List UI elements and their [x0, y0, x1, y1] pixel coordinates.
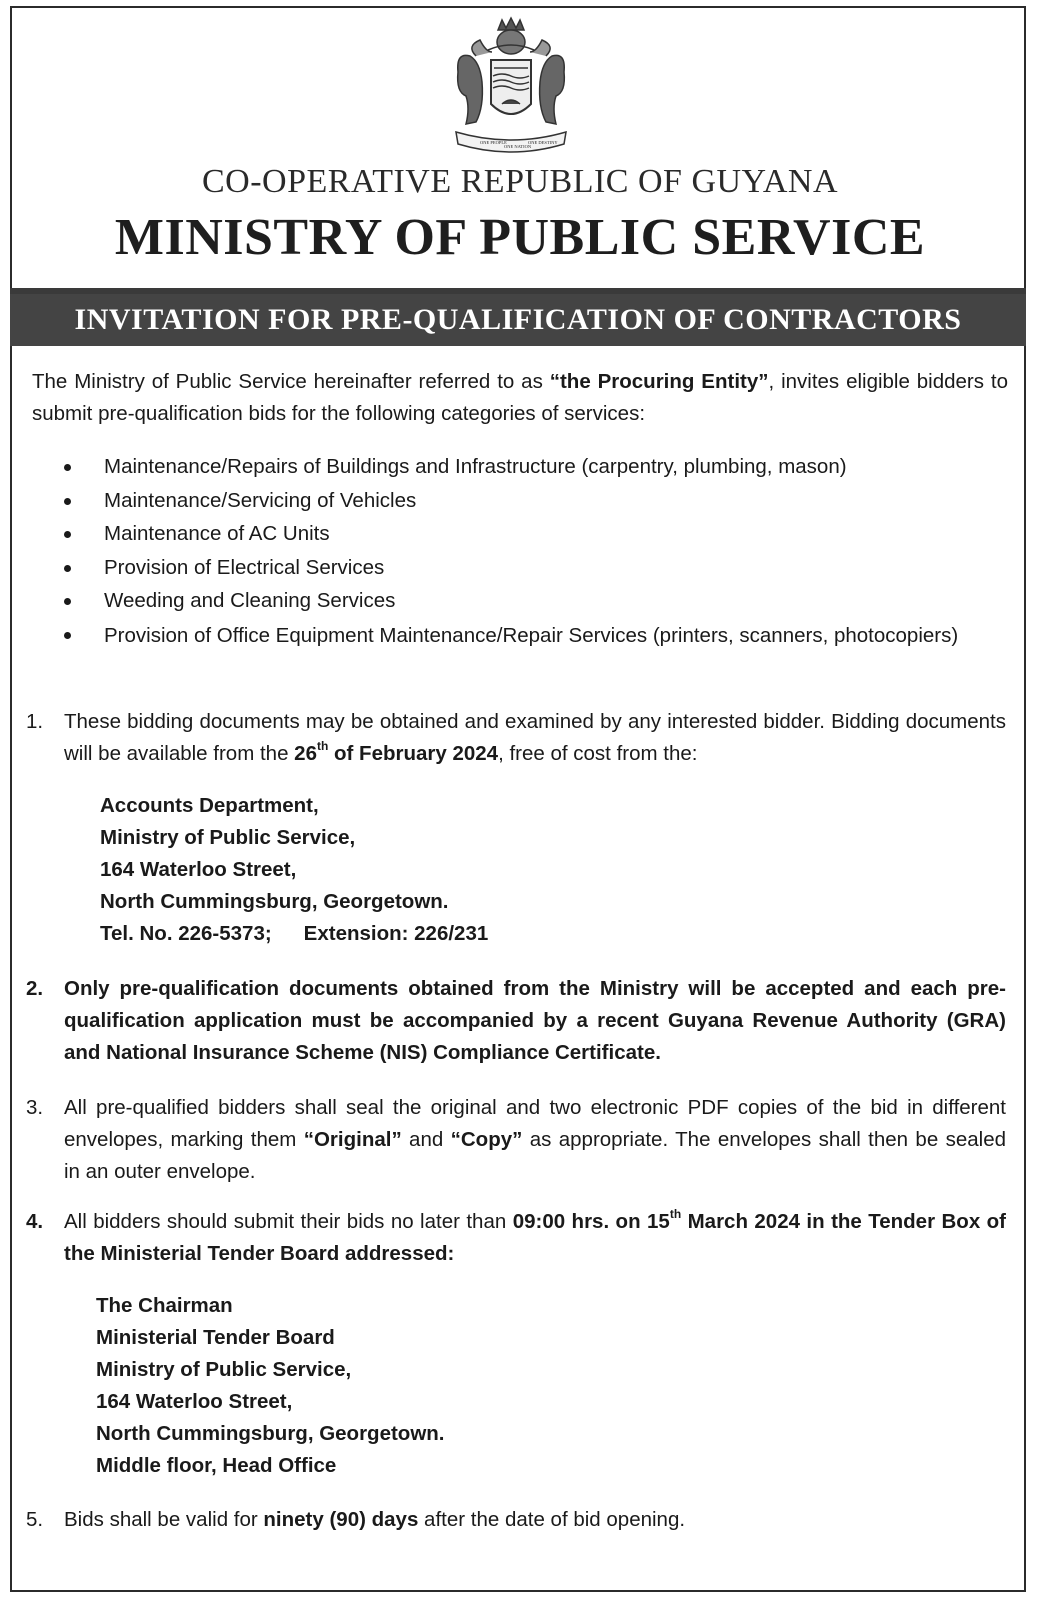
item-1-date-day: 26 [294, 742, 317, 765]
item-3-mid: and [401, 1128, 451, 1151]
item-number: 2. [26, 977, 44, 1000]
address-line: The Chairman [96, 1294, 233, 1317]
item-1-date-sup: th [316, 739, 329, 753]
list-item-text: Weeding and Cleaning Services [104, 589, 396, 612]
item-5-pre: Bids shall be valid for [64, 1508, 264, 1531]
item-2 [26, 973, 1006, 1069]
list-item-text: Maintenance/Servicing of Vehicles [104, 488, 417, 512]
telephone-number: Tel. No. 226-5373; [100, 922, 272, 945]
copy-label: “Copy” [450, 1128, 523, 1151]
procuring-entity: “the Procuring Entity” [549, 370, 769, 393]
item-1-pre: These bidding documents may be obtained and examined by any interested bidder. Bidding documents will be available from the [64, 710, 1006, 765]
address-line: Accounts Department, [100, 794, 319, 817]
list-item-text: Provision of Office Equipment Maintenance/Repair Services (printers, scanners, photocopiers) [104, 623, 959, 647]
intro-paragraph [32, 366, 1008, 430]
invitation-banner: INVITATION FOR PRE-QUALIFICATION OF CONTRACTORS [10, 294, 1026, 346]
validity-period: ninety (90) days [263, 1508, 419, 1531]
extension-number: Extension: 226/231 [303, 922, 489, 945]
deadline-time: 09:00 hrs. on 15 [512, 1210, 670, 1233]
address-line: North Cummingsburg, Georgetown. [96, 1422, 445, 1445]
tender-board-address-block [96, 1290, 445, 1482]
item-5 [26, 1504, 1006, 1536]
item-2-text: Only pre-qualification documents obtained from the Ministry will be accepted and each pre-qualification application must be accompanied by a recent Guyana Revenue Authority (GRA) and National Insurance Scheme (NIS) Compliance Certificate. [64, 977, 1006, 1064]
motto-text-3: ONE DESTINY [528, 140, 558, 145]
motto-text-2: ONE NATION [504, 144, 532, 149]
item-number: 5. [26, 1508, 44, 1531]
address-line: Ministry of Public Service, [100, 826, 356, 849]
coat-of-arms-emblem [436, 12, 586, 162]
list-item-text: Maintenance/Repairs of Buildings and Infrastructure (carpentry, plumbing, mason) [104, 455, 847, 478]
item-1 [26, 706, 1006, 770]
ministry-title: MINISTRY OF PUBLIC SERVICE [114, 209, 926, 266]
address-line: Ministry of Public Service, [96, 1358, 352, 1381]
list-item-text: Maintenance of AC Units [104, 522, 330, 545]
list-item [62, 517, 1008, 551]
deadline-rest: March 2024 in the Tender Box of the Ministerial Tender Board addressed: [64, 1210, 1006, 1265]
bullet-icon [64, 598, 71, 605]
list-item [62, 551, 1008, 585]
bullet-icon [64, 498, 71, 505]
item-4 [26, 1206, 1006, 1270]
item-number: 3. [26, 1096, 44, 1119]
address-line: Ministerial Tender Board [96, 1326, 335, 1349]
service-categories-list [62, 450, 1008, 651]
item-number: 1. [26, 710, 44, 733]
motto-text-1: ONE PEOPLE [480, 140, 507, 145]
address-line: 164 Waterloo Street, [100, 858, 297, 881]
bullet-icon [64, 632, 71, 639]
bullet-icon [64, 464, 71, 471]
address-line: North Cummingsburg, Georgetown. [100, 890, 449, 913]
original-label: “Original” [303, 1128, 402, 1151]
item-3-post: as appropriate. The envelopes shall then be sealed in an outer envelope. [64, 1128, 1006, 1183]
list-item [62, 484, 1008, 518]
bullet-icon [64, 531, 71, 538]
country-title: CO-OPERATIVE REPUBLIC OF GUYANA [201, 163, 839, 200]
item-number: 4. [26, 1210, 44, 1233]
list-item [62, 450, 1008, 484]
item-1-post: , free of cost from the: [498, 742, 698, 765]
list-item-text: Provision of Electrical Services [104, 555, 385, 579]
item-1-date-rest: of February 2024 [328, 742, 499, 765]
intro-post: , invites eligible bidders to submit pre-qualification bids for the following categories of services: [32, 370, 1008, 425]
list-item [62, 618, 1008, 651]
item-3-pre: All pre-qualified bidders shall seal the original and two electronic PDF copies of the bid in different envelopes, marking them [64, 1096, 1006, 1151]
bullet-icon [64, 565, 71, 572]
accounts-address-block [100, 790, 488, 950]
item-5-post: after the date of bid opening. [418, 1508, 686, 1531]
address-line: Middle floor, Head Office [96, 1454, 337, 1477]
deadline-sup: th [669, 1207, 682, 1221]
item-3 [26, 1092, 1006, 1188]
intro-pre: The Ministry of Public Service hereinafter referred to as [32, 370, 550, 393]
item-4-pre: All bidders should submit their bids no later than [64, 1210, 513, 1233]
list-item [62, 584, 1008, 618]
address-line: 164 Waterloo Street, [96, 1390, 293, 1413]
